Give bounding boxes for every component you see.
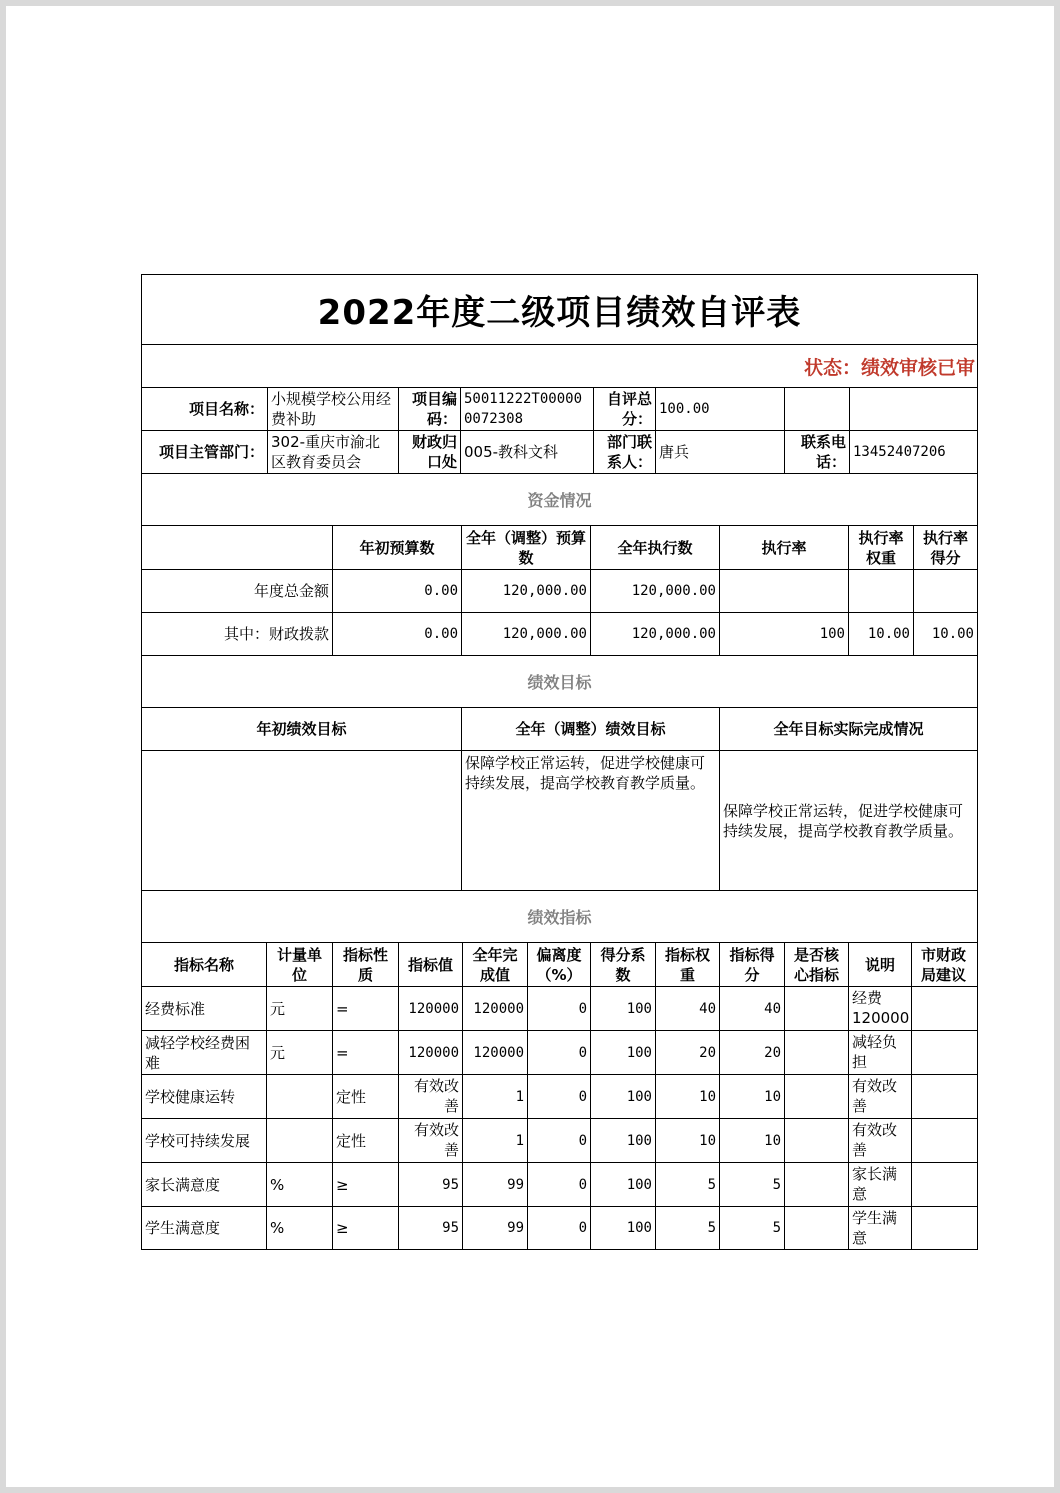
- funds-header: 执行率得分: [922, 528, 968, 567]
- indicators-header-row: [141, 942, 978, 986]
- indicator-core: [785, 987, 849, 1030]
- indicator-actual: 120000: [463, 987, 528, 1030]
- indicator-weight: 20: [656, 1031, 720, 1074]
- indicator-row: [141, 1030, 978, 1074]
- indicator-nature: 定性: [333, 1075, 399, 1118]
- indicator-header: 指标得分: [720, 943, 785, 986]
- indicator-score: 40: [720, 987, 785, 1030]
- indicator-rows: [141, 986, 978, 1250]
- project-name-label: 项目名称：: [142, 388, 268, 430]
- evaluation-form: [141, 274, 978, 1250]
- status-row: [141, 344, 978, 387]
- funds-header-row: [141, 525, 978, 569]
- indicator-core: [785, 1163, 849, 1206]
- indicator-row: [141, 1162, 978, 1206]
- indicator-core: [785, 1075, 849, 1118]
- empty-cell: [850, 388, 978, 430]
- funds-header: [142, 526, 333, 569]
- goals-header: 年初绩效目标: [142, 708, 462, 750]
- indicator-unit: %: [267, 1207, 333, 1249]
- funds-header: 执行率: [720, 526, 849, 569]
- indicator-row: [141, 1118, 978, 1162]
- funds-cell: 120,000.00: [462, 570, 591, 612]
- indicator-core: [785, 1119, 849, 1162]
- indicator-suggestion: [912, 1075, 975, 1118]
- indicator-coefficient: 100: [591, 1031, 656, 1074]
- indicator-suggestion: [912, 987, 975, 1030]
- indicator-header: 全年完成值: [463, 943, 528, 986]
- indicator-nature: 定性: [333, 1119, 399, 1162]
- indicator-actual: 99: [463, 1207, 528, 1249]
- indicator-coefficient: 100: [591, 1075, 656, 1118]
- funds-cell: 120,000.00: [591, 613, 720, 655]
- funds-cell: 0.00: [333, 570, 462, 612]
- indicator-nature: =: [333, 987, 399, 1030]
- indicator-weight: 10: [656, 1075, 720, 1118]
- indicator-suggestion: [912, 1207, 975, 1249]
- indicator-unit: %: [267, 1163, 333, 1206]
- indicators-section-title: 绩效指标: [527, 908, 592, 927]
- indicator-name: 学校可持续发展: [142, 1119, 267, 1162]
- funds-row-label: 其中：财政拨款: [142, 613, 333, 655]
- finance-label: 财政归口处: [399, 431, 461, 473]
- actual-completion: 保障学校正常运转，促进学校健康可持续发展，提高学校教育教学质量。: [723, 801, 964, 840]
- indicator-deviation: 0: [528, 987, 591, 1030]
- indicator-coefficient: 100: [591, 1163, 656, 1206]
- funds-cell: [720, 570, 849, 612]
- funds-cell: 120,000.00: [462, 613, 591, 655]
- document-page: [6, 6, 1054, 1487]
- indicator-weight: 5: [656, 1207, 720, 1249]
- indicator-nature: =: [333, 1031, 399, 1074]
- indicator-note: 有效改善: [849, 1075, 912, 1118]
- funds-row: [141, 569, 978, 612]
- funds-cell: [849, 570, 914, 612]
- phone-label: 联系电话：: [785, 431, 850, 473]
- finance-dept: 005-教科文科: [461, 431, 594, 473]
- indicator-value: 120000: [399, 987, 463, 1030]
- funds-header: 年初预算数: [333, 526, 462, 569]
- indicator-coefficient: 100: [591, 1119, 656, 1162]
- self-score: 100.00: [656, 388, 785, 430]
- indicator-weight: 40: [656, 987, 720, 1030]
- indicator-suggestion: [912, 1163, 975, 1206]
- goals-section-title: 绩效目标: [527, 673, 592, 692]
- indicator-score: 20: [720, 1031, 785, 1074]
- indicator-name: 学生满意度: [142, 1207, 267, 1249]
- indicator-name: 经费标准: [142, 987, 267, 1030]
- indicator-value: 95: [399, 1207, 463, 1249]
- indicator-actual: 120000: [463, 1031, 528, 1074]
- adjusted-goal: 保障学校正常运转，促进学校健康可持续发展，提高学校教育教学质量。: [462, 751, 720, 890]
- goals-header-row: [141, 707, 978, 750]
- contact-person: 唐兵: [656, 431, 785, 473]
- status-text: 状态：绩效审核已审: [803, 356, 975, 379]
- indicator-deviation: 0: [528, 1119, 591, 1162]
- indicator-score: 5: [720, 1207, 785, 1249]
- indicator-weight: 5: [656, 1163, 720, 1206]
- indicator-value: 120000: [399, 1031, 463, 1074]
- indicator-header: 指标性质: [333, 943, 399, 986]
- funds-cell: 100: [720, 613, 849, 655]
- indicator-score: 10: [720, 1119, 785, 1162]
- indicator-name: 家长满意度: [142, 1163, 267, 1206]
- funds-section-header: [141, 473, 978, 525]
- funds-cell: 120,000.00: [591, 570, 720, 612]
- indicator-nature: ≥: [333, 1207, 399, 1249]
- indicator-coefficient: 100: [591, 987, 656, 1030]
- project-code-label: 项目编码：: [399, 388, 461, 430]
- indicator-score: 5: [720, 1163, 785, 1206]
- funds-row-label: 年度总金额: [142, 570, 333, 612]
- indicator-row: [141, 1206, 978, 1250]
- indicator-unit: [267, 1075, 333, 1118]
- indicator-unit: 元: [267, 1031, 333, 1074]
- funds-header: 全年执行数: [591, 526, 720, 569]
- funds-row: [141, 612, 978, 655]
- indicator-header: 计量单位: [267, 943, 333, 986]
- indicator-deviation: 0: [528, 1031, 591, 1074]
- funds-header: 全年（调整）预算数: [462, 526, 591, 569]
- indicator-note: 经费120000: [849, 987, 912, 1030]
- form-title: 2022年度二级项目绩效自评表: [317, 293, 802, 333]
- indicator-deviation: 0: [528, 1163, 591, 1206]
- self-score-label: 自评总分：: [594, 388, 656, 430]
- indicator-header: 说明: [849, 943, 912, 986]
- funds-cell: 10.00: [931, 626, 974, 642]
- indicator-header: 是否核心指标: [785, 943, 849, 986]
- indicator-header: 市财政局建议: [920, 945, 966, 984]
- indicator-name: 学校健康运转: [142, 1075, 267, 1118]
- funds-section-title: 资金情况: [527, 491, 592, 510]
- indicator-note: 学生满意: [849, 1207, 912, 1249]
- funds-header: 执行率权重: [849, 526, 914, 569]
- indicator-note: 有效改善: [849, 1119, 912, 1162]
- indicator-header: 得分系数: [591, 943, 656, 986]
- indicator-core: [785, 1207, 849, 1249]
- goals-header: 全年（调整）绩效目标: [462, 708, 720, 750]
- indicator-weight: 10: [656, 1119, 720, 1162]
- indicator-deviation: 0: [528, 1075, 591, 1118]
- funds-cell: 10.00: [849, 613, 914, 655]
- indicator-row: [141, 986, 978, 1030]
- dept: 302-重庆市渝北区教育委员会: [268, 431, 399, 473]
- indicator-value: 95: [399, 1163, 463, 1206]
- dept-label: 项目主管部门：: [142, 431, 268, 473]
- indicator-actual: 99: [463, 1163, 528, 1206]
- indicator-header: 指标权重: [656, 943, 720, 986]
- indicator-header: 指标名称: [142, 943, 267, 986]
- indicator-nature: ≥: [333, 1163, 399, 1206]
- project-name: 小规模学校公用经费补助: [268, 388, 399, 430]
- indicator-value: 有效改善: [399, 1119, 463, 1162]
- initial-goal: [142, 751, 462, 890]
- indicator-name: 减轻学校经费困难: [142, 1031, 267, 1074]
- funds-cell: [914, 570, 977, 612]
- info-row-1: [141, 387, 978, 430]
- indicator-actual: 1: [463, 1119, 528, 1162]
- indicator-note: 减轻负担: [849, 1031, 912, 1074]
- indicator-unit: [267, 1119, 333, 1162]
- indicator-suggestion: [912, 1031, 975, 1074]
- indicators-section-header: [141, 890, 978, 942]
- goals-section-header: [141, 655, 978, 707]
- indicator-note: 家长满意: [849, 1163, 912, 1206]
- project-code: 50011222T000000072308: [461, 388, 594, 430]
- indicator-header: 偏离度（%）: [528, 943, 591, 986]
- indicator-actual: 1: [463, 1075, 528, 1118]
- empty-cell: [785, 388, 850, 430]
- indicator-value: 有效改善: [399, 1075, 463, 1118]
- indicator-header: 指标值: [399, 943, 463, 986]
- indicator-score: 10: [720, 1075, 785, 1118]
- contact-label: 部门联系人：: [594, 431, 656, 473]
- indicator-suggestion: [912, 1119, 975, 1162]
- goals-header: 全年目标实际完成情况: [773, 720, 924, 738]
- indicator-coefficient: 100: [591, 1207, 656, 1249]
- indicator-core: [785, 1031, 849, 1074]
- funds-cell: 0.00: [333, 613, 462, 655]
- info-row-2: [141, 430, 978, 473]
- indicator-row: [141, 1074, 978, 1118]
- goals-content-row: [141, 750, 978, 890]
- title-row: [141, 274, 978, 344]
- phone-number: 13452407206: [853, 444, 946, 460]
- indicator-deviation: 0: [528, 1207, 591, 1249]
- indicator-unit: 元: [267, 987, 333, 1030]
